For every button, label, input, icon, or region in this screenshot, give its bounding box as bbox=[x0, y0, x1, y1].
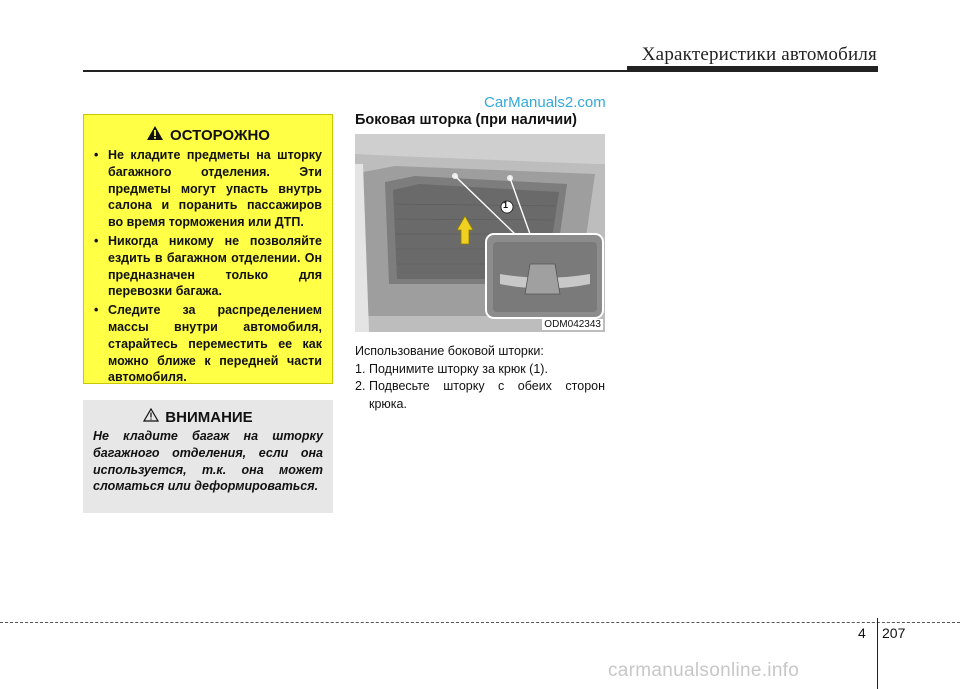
warning-triangle-icon bbox=[146, 125, 164, 145]
page-number: 207 bbox=[882, 625, 906, 641]
warning-item: • Никогда никому не позволяйте ездить в багажном отделении. Он предназначен только для перевозки багажа. bbox=[94, 233, 322, 299]
footer-dashed-rule bbox=[0, 622, 960, 623]
watermark-top: CarManuals2.com bbox=[484, 94, 606, 111]
warning-box bbox=[83, 114, 333, 384]
footer-divider bbox=[877, 618, 878, 689]
instructions bbox=[355, 343, 605, 413]
instruction-step: 2. Подвесьте шторку с обеих сторон крюка. bbox=[355, 379, 605, 411]
side-curtain-figure bbox=[355, 134, 605, 332]
warning-item: • Не кладите предметы на шторку багажного отделения. Эти предметы могут упасть внутрь салона и поранить пассажиров во время торможения или ДТП. bbox=[94, 148, 322, 230]
header-rule-accent bbox=[627, 66, 878, 72]
caution-box bbox=[83, 400, 333, 513]
caution-text: Не кладите багаж на шторку багажного отделения, если она используется, т.к. она может сломаться или деформироваться. bbox=[93, 429, 323, 494]
warning-title: ОСТОРОЖНО bbox=[170, 126, 270, 144]
section-title: Боковая шторка (при наличии) bbox=[355, 112, 577, 128]
warning-heading bbox=[94, 125, 322, 145]
callout-number: 1 bbox=[503, 200, 509, 210]
warning-list bbox=[94, 147, 322, 386]
instruction-step: 1. Поднимите шторку за крюк (1). bbox=[355, 361, 548, 376]
watermark-bottom: carmanualsonline.info bbox=[608, 660, 800, 681]
caution-title: ВНИМАНИЕ bbox=[165, 408, 253, 426]
caution-triangle-icon bbox=[143, 408, 159, 426]
side-curtain-illustration bbox=[355, 134, 605, 332]
instructions-intro: Использование боковой шторки: bbox=[355, 344, 544, 358]
figure-code: ODM042343 bbox=[544, 319, 601, 330]
caution-heading bbox=[73, 408, 323, 426]
chapter-number: 4 bbox=[858, 625, 866, 641]
warning-item: • Следите за распределением массы внутри автомобиля, старайтесь переместить ее как можно ближе к передней части автомобиля. bbox=[94, 303, 322, 385]
page-header-title: Характеристики автомобиля bbox=[641, 44, 877, 65]
